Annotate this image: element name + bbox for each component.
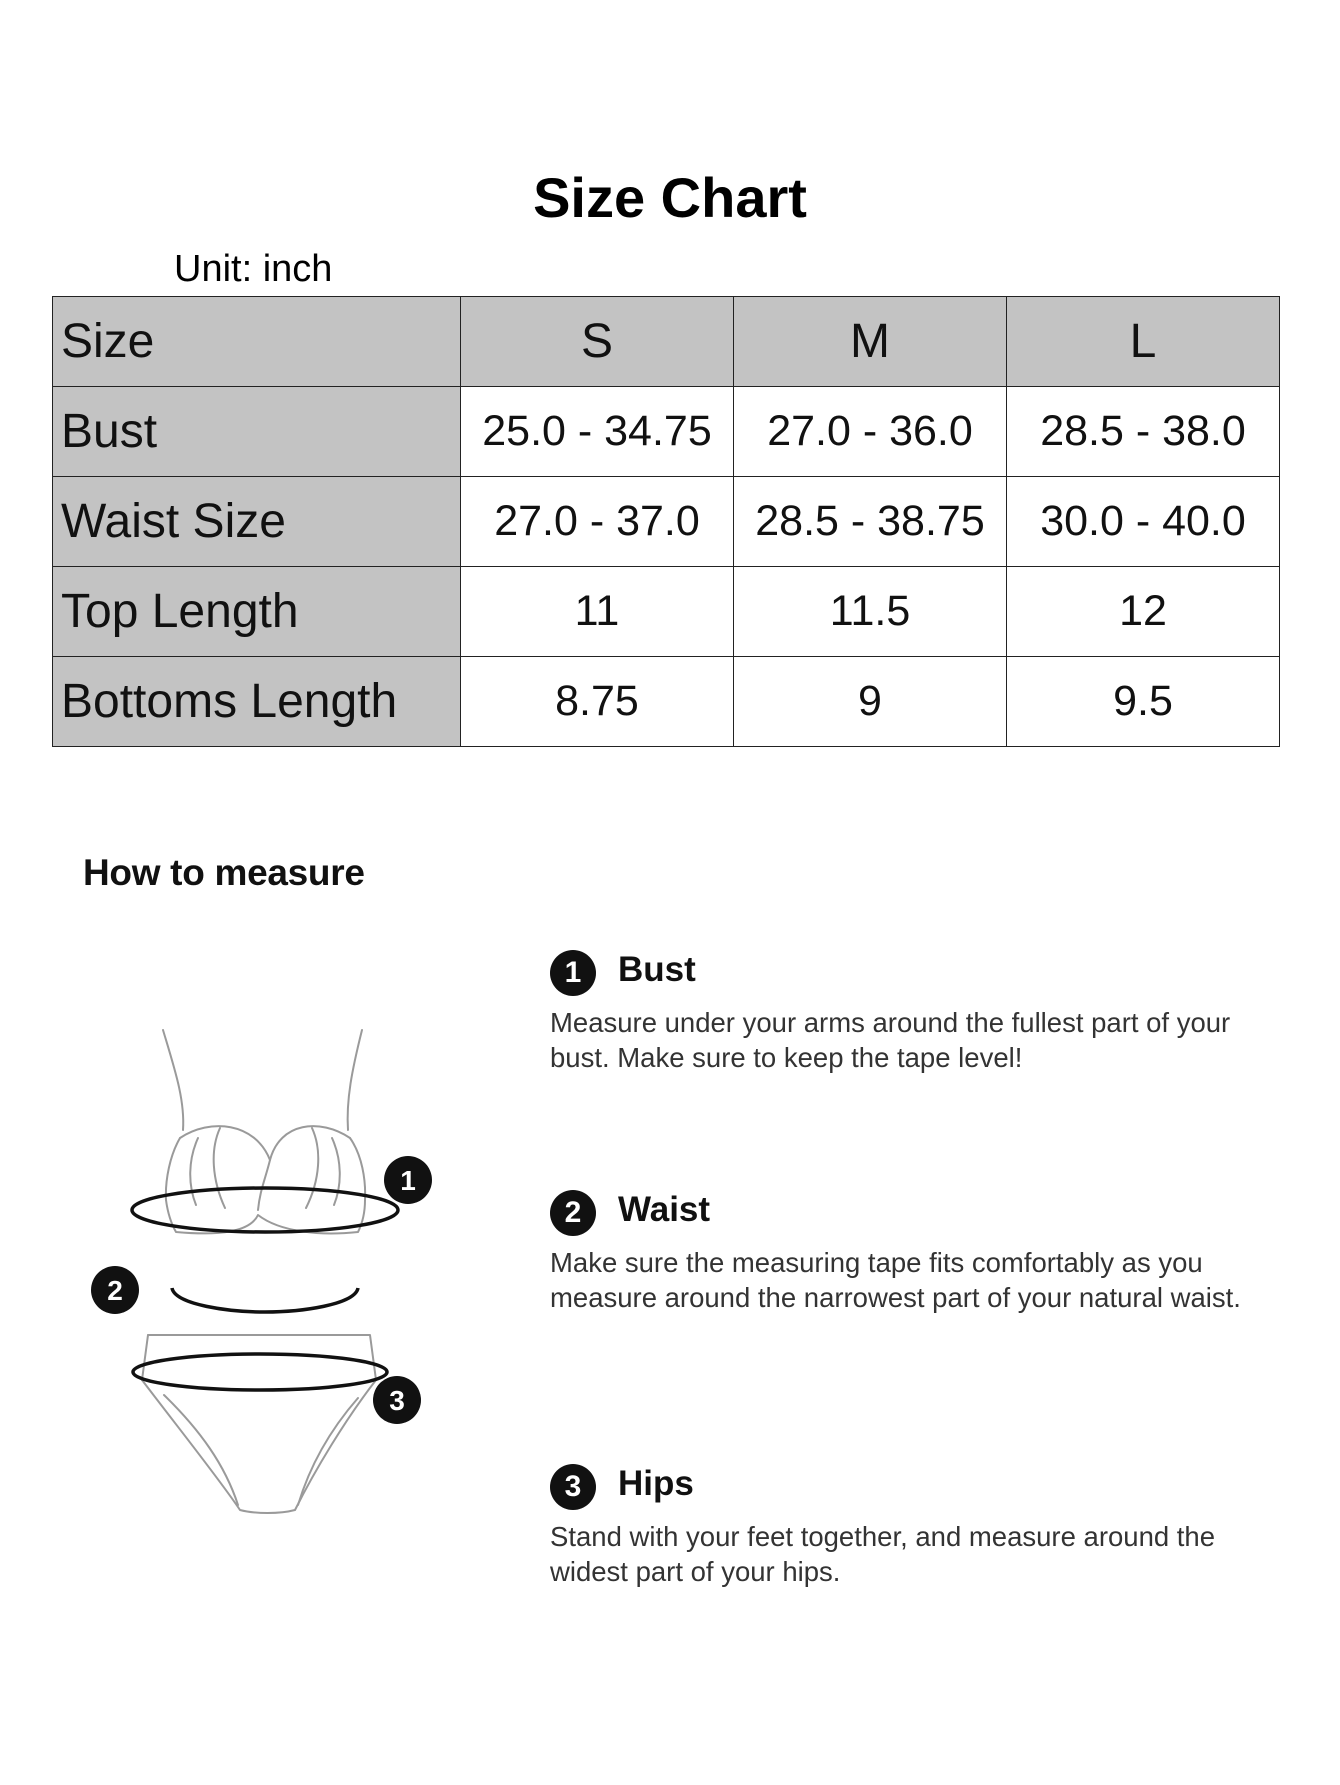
diagram-marker-2: 2 [107,1275,123,1306]
step-title: Bust [618,950,696,989]
table-cell: 28.5 - 38.0 [1007,387,1280,477]
table-cell: 9 [734,657,1007,747]
row-label: Waist Size [53,477,461,567]
step-description: Measure under your arms around the fullest part of your bust. Make sure to keep the tape level! [550,1007,1231,1073]
step-number-badge: 1 [550,950,596,996]
size-table [52,296,1280,747]
row-label: Top Length [53,567,461,657]
page-title: Size Chart [533,166,807,229]
step-number-badge: 3 [550,1464,596,1510]
step-title: Waist [618,1190,711,1229]
step-description: Stand with your feet together, and measure around the widest part of your hips. [550,1521,1216,1587]
table-cell: 11.5 [734,567,1007,657]
table-cell: 25.0 - 34.75 [461,387,734,477]
row-label: Bottoms Length [53,657,461,747]
table-row [53,477,1280,567]
table-cell: 27.0 - 36.0 [734,387,1007,477]
bikini-measurement-diagram [80,1010,450,1530]
header-cell: M [734,297,1007,387]
table-cell: 11 [461,567,734,657]
table-cell: 12 [1007,567,1280,657]
row-label: Bust [53,387,461,477]
how-to-measure-heading: How to measure [83,852,365,893]
diagram-markers [91,1156,432,1424]
table-cell: 28.5 - 38.75 [734,477,1007,567]
step-title: Hips [618,1464,694,1503]
header-cell: S [461,297,734,387]
diagram-marker-1: 1 [400,1165,416,1196]
table-cell: 27.0 - 37.0 [461,477,734,567]
unit-label: Unit: inch [174,248,333,290]
table-row [53,657,1280,747]
table-cell: 8.75 [461,657,734,747]
table-row [53,567,1280,657]
table-header-row [53,297,1280,387]
table-row [53,387,1280,477]
table-cell: 9.5 [1007,657,1280,747]
step-description: Make sure the measuring tape fits comfortably as you measure around the narrowest part of your natural waist. [550,1247,1241,1313]
header-cell: L [1007,297,1280,387]
header-cell: Size [53,297,461,387]
table-cell: 30.0 - 40.0 [1007,477,1280,567]
step-number-badge: 2 [550,1190,596,1236]
diagram-marker-3: 3 [389,1385,405,1416]
